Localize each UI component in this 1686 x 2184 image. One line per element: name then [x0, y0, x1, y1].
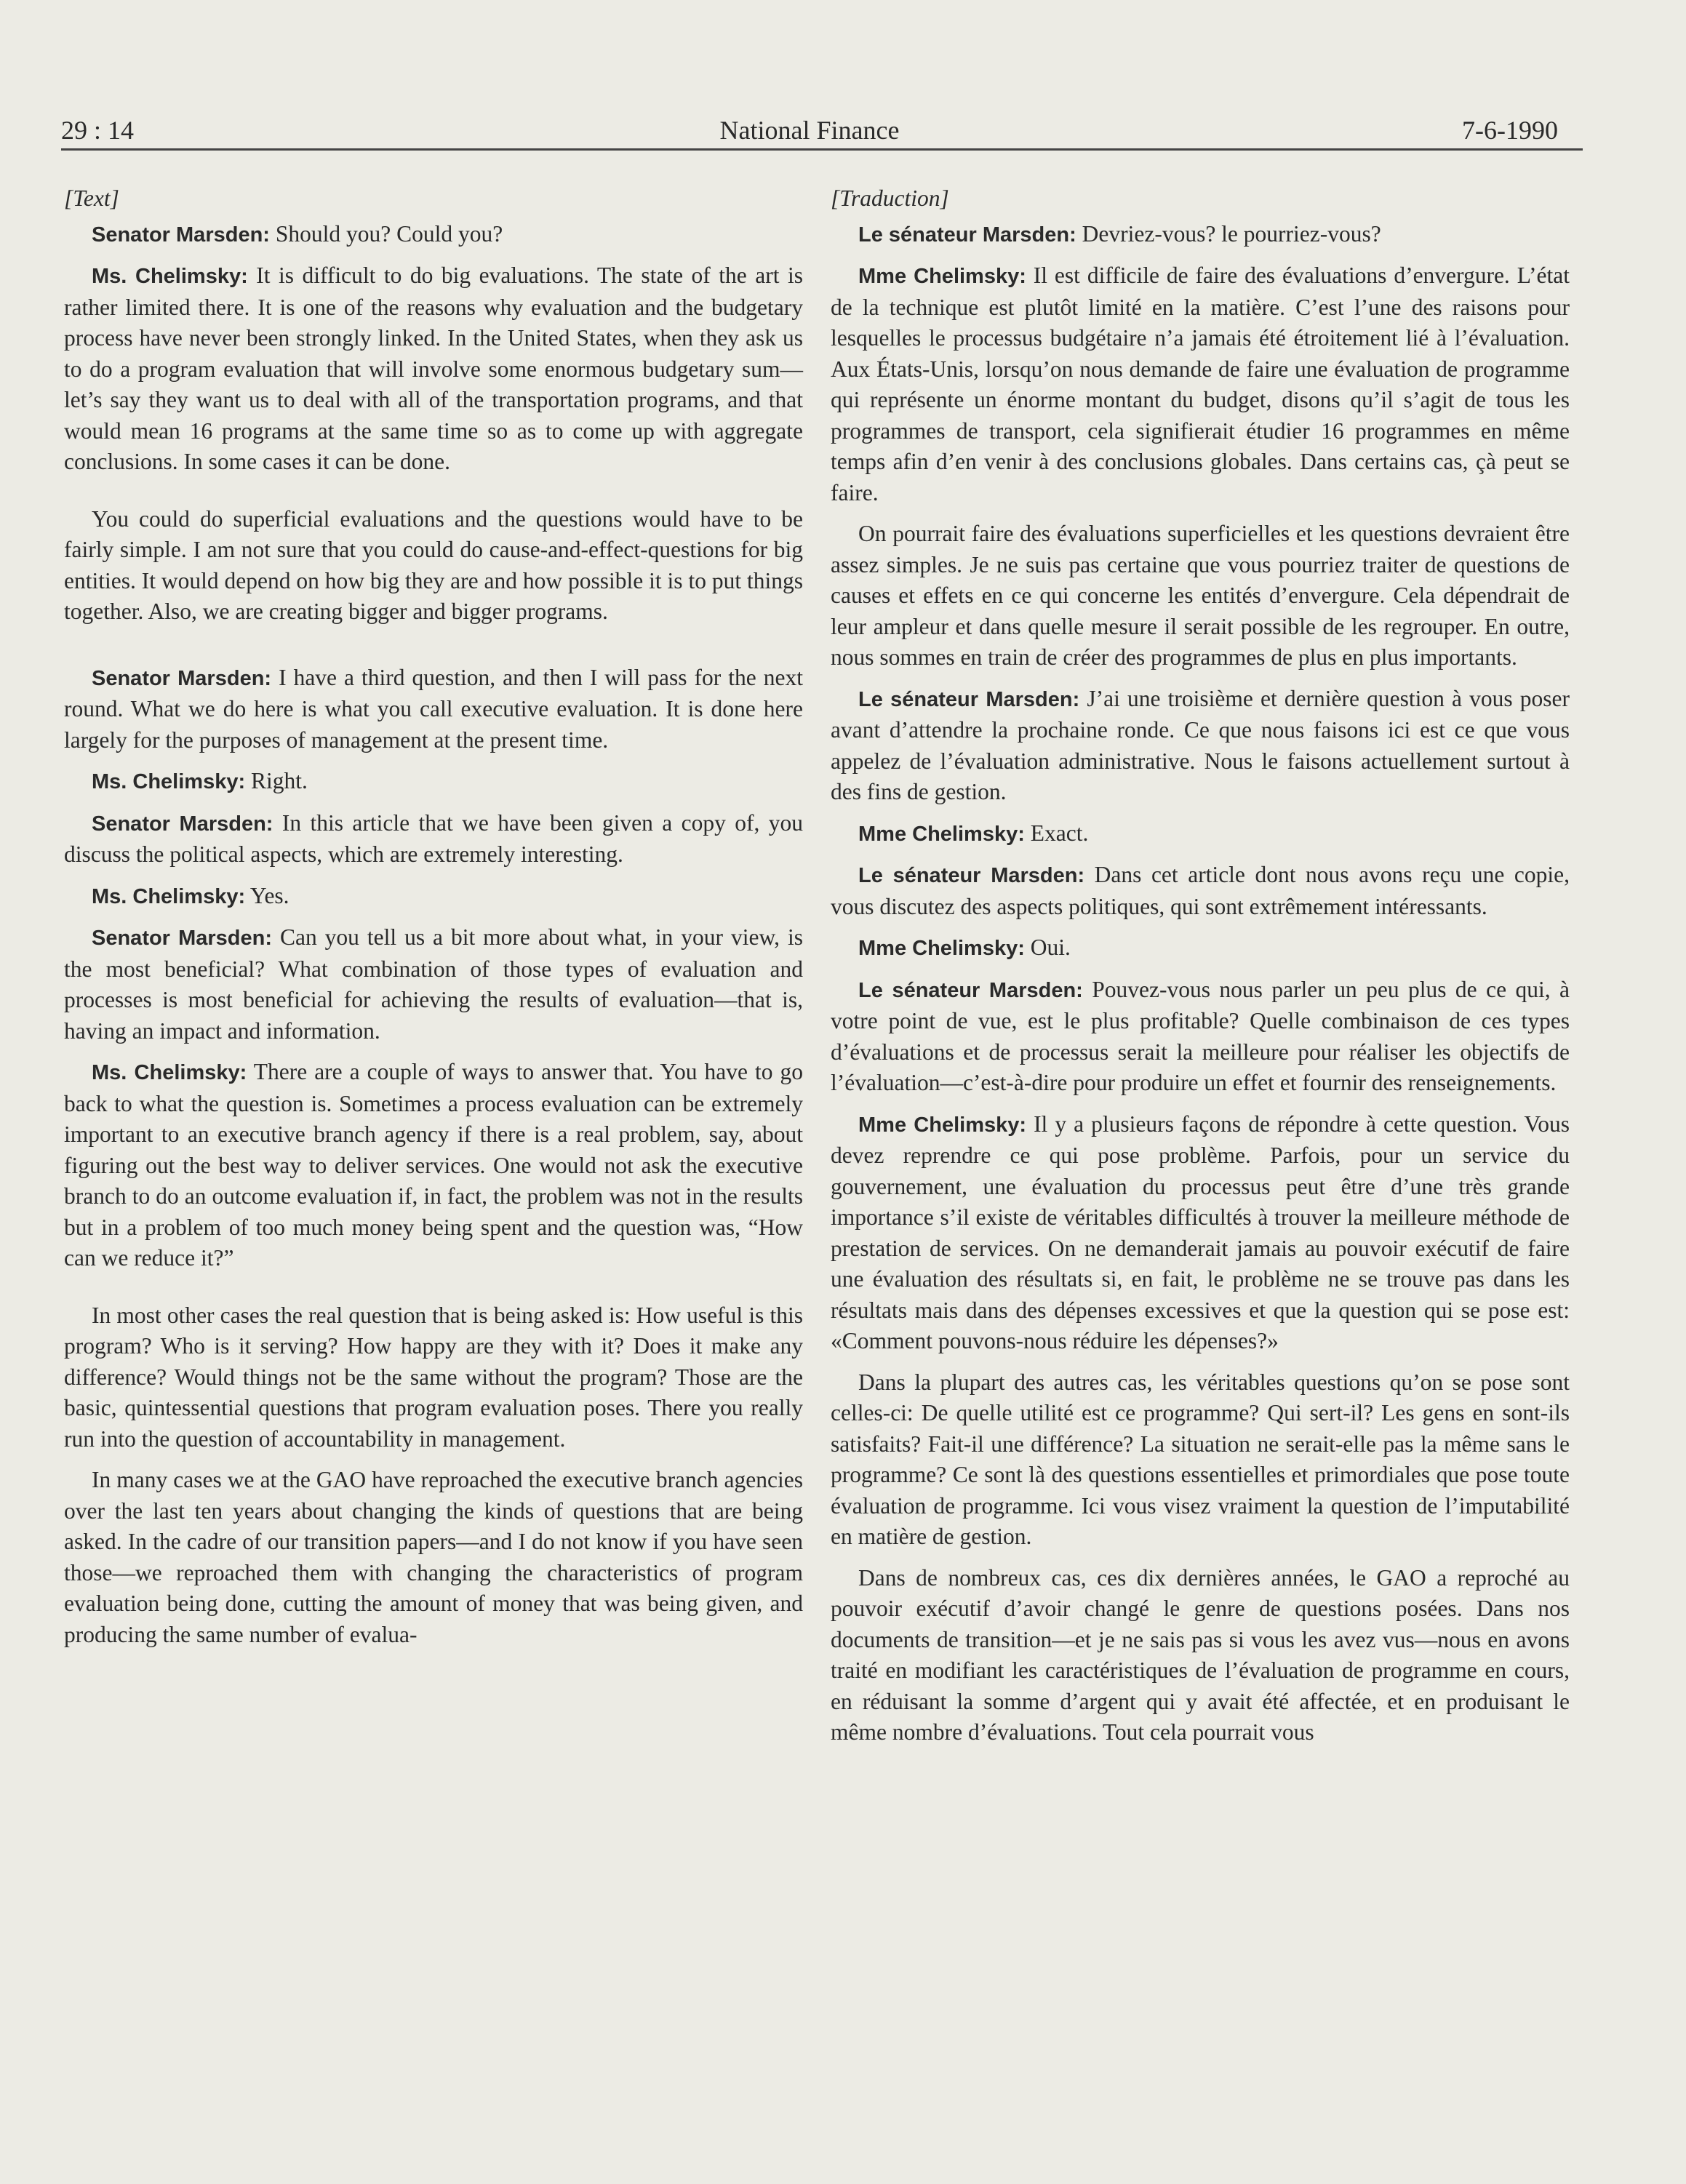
- paragraph: [64, 1465, 803, 1650]
- paragraph-text: You could do superficial evaluations and the questions would have to be fairly simple. I am not sure that you could do cause-and-effect-questions for big entities. It would depend on how big they are and how possible it is to put things together. Also, we are creating bigger and bigger programs.: [64, 505, 803, 624]
- paragraph-text: Dans cet article dont nous avons reçu une copie, vous discutez des aspects politiques, qui sont extrêmement intéressants.: [831, 862, 1570, 919]
- paragraph: [831, 219, 1570, 251]
- paragraph: [64, 1057, 803, 1274]
- paragraph-text: In most other cases the real question that is being asked is: How useful is this program? Who is it serving? How happy are they with it? Does it make any difference? Would things not be the same without the program? Those are the basic, quintessential questions that program evaluation poses. There you really run into the question of accountability in management.: [64, 1302, 803, 1452]
- paragraph: [831, 684, 1570, 808]
- speaker-name: Le sénateur Marsden:: [858, 687, 1080, 711]
- speaker-name: Le sénateur Marsden:: [858, 864, 1085, 887]
- paragraph-text: Il est difficile de faire des évaluations d’envergure. L’état de la technique est plutôt limité en la matière. C’est l’une des raisons pour lesquelles le processus budgétaire n’a jamais été étroitement lié à l’évaluation. Aux États-Unis, lorsqu’on nous demande de faire une évaluation de programme qui représente un énorme montant du budget, disons qu’il s’agit de tous les programmes de transport, cela signifierait étudier 16 programmes en même temps afin d’en venir à des conclusions globales. Dans certains cas, çà peut se faire.: [831, 263, 1570, 505]
- header-rule: [61, 148, 1583, 151]
- speaker-name: Mme Chelimsky:: [858, 1113, 1027, 1137]
- paragraph: [64, 1300, 803, 1455]
- english-column: [64, 183, 803, 1660]
- paragraph-text: Exact.: [1024, 820, 1089, 846]
- paragraph-text: I have a third question, and then I will pass for the next round. What we do here is what you call executive evaluation. It is done here largely for the purposes of management at the present time.: [64, 664, 803, 753]
- paragraph: [64, 922, 803, 1047]
- publication-date: 7-6-1990: [1462, 116, 1558, 145]
- paragraph-text: It is difficult to do big evaluations. The state of the art is rather limited there. It is one of the reasons why evaluation and the budgetary process have never been strongly linked. In the United States, when they ask us to do a program evaluation that will involve some enormous budgetary sum—let’s say they want us to deal with all of the transportation programs, and that would mean 16 programs at the same time so as to come up with aggregate conclusions. In some cases it can be done.: [64, 263, 803, 474]
- paragraph: [831, 1367, 1570, 1553]
- paragraph-text: On pourrait faire des évaluations superficielles et les questions devraient être assez simples. Je ne suis pas certaine que vous pourriez traiter de questions de causes et effets en ce qui concerne les entités d’envergure. Cela dépendrait de leur ampleur et dans quelle mesure il serait possible de les regrouper. En outre, nous sommes en train de créer des programmes de plus en plus importants.: [831, 521, 1570, 670]
- paragraph-text: Right.: [245, 768, 308, 793]
- speaker-name: Ms. Chelimsky:: [92, 1061, 247, 1084]
- paragraph-text: In this article that we have been given a copy of, you discuss the political aspects, which are extremely interesting.: [64, 809, 804, 867]
- speaker-name: Mme Chelimsky:: [858, 265, 1026, 288]
- speaker-name: Mme Chelimsky:: [858, 937, 1025, 960]
- paragraph: [831, 1109, 1570, 1357]
- paragraph: [831, 975, 1570, 1099]
- publication-title: National Finance: [719, 116, 900, 145]
- paragraph: [831, 932, 1570, 964]
- speaker-name: Senator Marsden:: [92, 666, 272, 690]
- paragraph-text: Oui.: [1024, 935, 1071, 960]
- page-header: [61, 111, 1558, 151]
- french-column: [831, 183, 1570, 1759]
- speaker-name: Senator Marsden:: [92, 812, 273, 836]
- speaker-name: Ms. Chelimsky:: [92, 884, 246, 908]
- paragraph: [64, 766, 803, 798]
- paragraph: [831, 818, 1570, 850]
- paragraph-text: Dans de nombreux cas, ces dix dernières années, le GAO a reproché au pouvoir exécutif d’avoir changé le genre de questions posées. Dans nos documents de transition—et je ne sais pas si vous les avez vus—nous en avons traité en modifiant les caractéristiques de l’évaluation de programme en cours, en réduisant la somme d’argent qui y avait été affectée, et en produisant le même nombre d’évaluations. Tout cela pourrait vous: [831, 1564, 1570, 1745]
- column-label: [Text]: [64, 185, 119, 211]
- paragraph-text: Can you tell us a bit more about what, in your view, is the most beneficial? What combination of those types of evaluation and processes is most beneficial for achieving the results of evaluation—that is, having an impact and information.: [64, 924, 803, 1044]
- paragraph-text: Pouvez-vous nous parler un peu plus de ce qui, à votre point de vue, est le plus profitable? Quelle combinaison de ces types d’évaluations et de processus serait la meilleure pour réaliser les objectifs de l’évaluation—c’est-à-dire pour produire un effet et fournir des renseignements.: [831, 976, 1570, 1095]
- paragraph: [831, 260, 1570, 508]
- paragraph: [64, 219, 803, 251]
- paragraph: [831, 860, 1570, 922]
- column-label: [Traduction]: [831, 185, 949, 211]
- page-reference: 29 : 14: [61, 116, 135, 145]
- speaker-name: Le sénateur Marsden:: [858, 223, 1076, 247]
- paragraph-text: Should you? Could you?: [269, 220, 503, 247]
- paragraph-text: In many cases we at the GAO have reproached the executive branch agencies over the last ten years about changing the kinds of questions that are being asked. In the cadre of our transition papers—and I do not know if you have seen those—we reproached them with changing the characteristics of program evaluation being done, cutting the amount of money that was being given, and producing the same number of evalua-: [64, 1467, 803, 1647]
- paragraph-text: Dans la plupart des autres cas, les véritables questions qu’on se pose sont celles-ci: De quelle utilité est ce programme? Qui sert-il? Les gens en sont-ils satisfaits? Fait-il une différence? La situation ne serait-elle pas la même sans le programme? Ce sont là des questions essentielles et primordiales que pose toute évaluation de programme. Ici vous visez vraiment la question de l’imputabilité en matière de gestion.: [831, 1369, 1570, 1549]
- paragraph-text: J’ai une troisième et dernière question à vous poser avant d’attendre la prochaine ronde. Ce que nous faisons ici est ce que vous appelez de l’évaluation administrative. Nous le faisons actuellement surtout à des fins de gestion.: [831, 685, 1570, 804]
- paragraph: [64, 881, 803, 913]
- paragraph: [64, 663, 803, 756]
- paragraph: [64, 808, 803, 871]
- paragraph: [831, 1563, 1570, 1748]
- paragraph-text: Devriez-vous? le pourriez-vous?: [1076, 220, 1381, 247]
- paragraph: [64, 504, 803, 628]
- paragraph-text: Yes.: [245, 882, 289, 908]
- speaker-name: Senator Marsden:: [92, 927, 273, 950]
- speaker-name: Le sénateur Marsden:: [858, 978, 1083, 1002]
- paragraph-text: There are a couple of ways to answer that. You have to go back to what the question is. Sometimes a process evaluation can be extremely important to an executive branch agency if there is a real problem, say, about figuring out the best way to deliver services. One would not ask the executive branch to do an outcome evaluation if, in fact, the problem was not in the results but in a problem of too much money being spent and the question was, “How can we reduce it?”: [64, 1059, 803, 1271]
- speaker-name: Ms. Chelimsky:: [92, 265, 248, 288]
- paragraph: [831, 519, 1570, 673]
- speaker-name: Ms. Chelimsky:: [92, 770, 246, 793]
- speaker-name: Mme Chelimsky:: [858, 822, 1025, 846]
- paragraph: [64, 260, 803, 478]
- paragraph-text: Il y a plusieurs façons de répondre à cette question. Vous devez reprendre ce qui pose problème. Parfois, pour un service du gouvernement, une évaluation du processus peut être d’une très grande importance s’il existe de véritables difficultés à trouver la meilleure méthode de prestation de services. On ne demanderait jamais au pouvoir exécutif de faire une évaluation des résultats si, en fait, le problème ne se trouve pas dans les résultats mais dans des dépenses excessives et que la question qui se pose est: «Comment pouvons-nous réduire les dépenses?»: [831, 1111, 1570, 1353]
- speaker-name: Senator Marsden:: [92, 223, 270, 247]
